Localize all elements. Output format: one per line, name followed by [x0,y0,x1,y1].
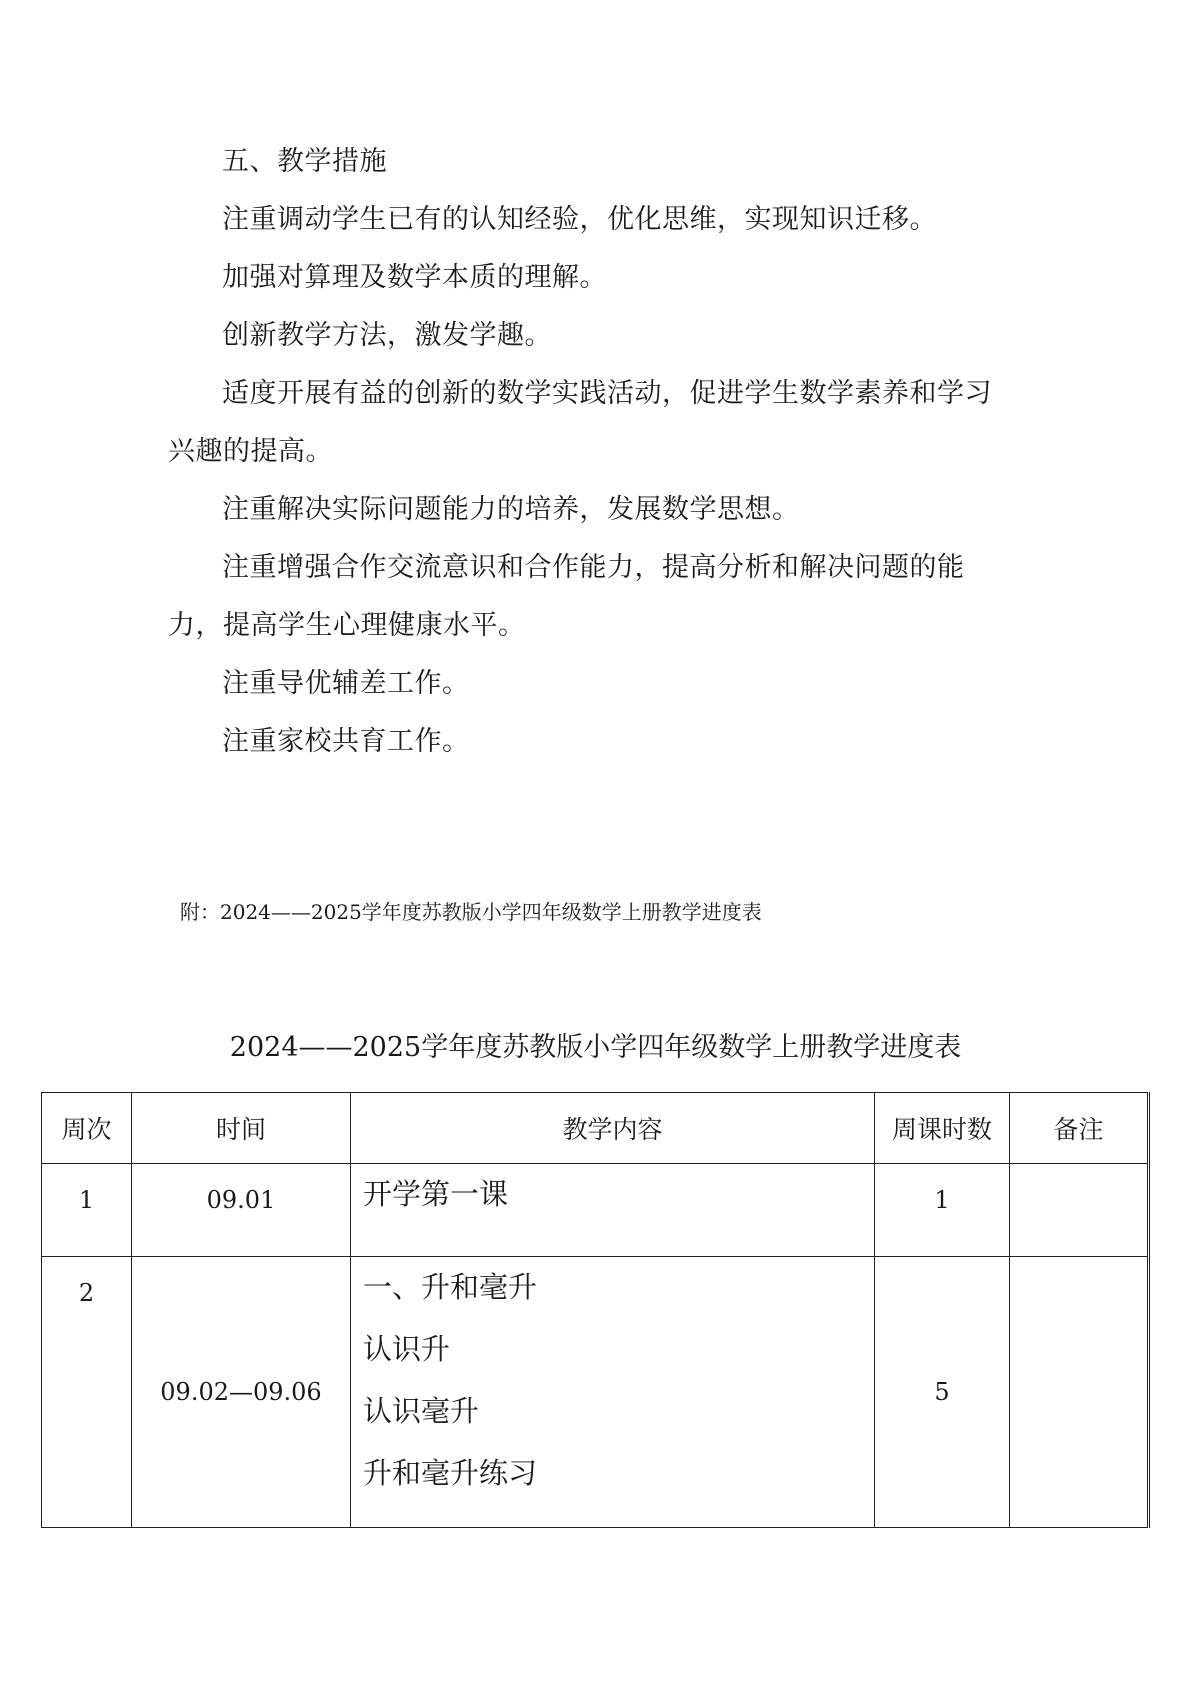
measure-8: 注重家校共育工作。 [222,726,470,757]
header-hours: 周课时数 [875,1093,1010,1164]
header-content: 教学内容 [351,1093,875,1164]
header-remark: 备注 [1010,1093,1149,1164]
measure-2: 加强对算理及数学本质的理解。 [222,262,607,293]
content-line: 认识升 [363,1332,451,1366]
measure-6: 注重增强合作交流意识和合作能力，提高分析和解决问题的能 [222,552,965,583]
measure-1: 注重调动学生已有的认知经验，优化思维，实现知识迁移。 [222,204,937,235]
measure-6-continued: 力，提高学生心理健康水平。 [168,610,526,641]
cell-remark [1010,1257,1149,1528]
measure-4-continued: 兴趣的提高。 [168,436,333,467]
content-line: 开学第一课 [363,1177,509,1211]
content-line: 一、升和毫升 [363,1270,538,1304]
cell-hours: 1 [875,1164,1010,1257]
appendix-note: 附：2024——2025学年度苏教版小学四年级数学上册教学进度表 [180,900,762,924]
cell-remark [1010,1164,1149,1257]
content-line: 升和毫升练习 [363,1456,538,1490]
measure-4: 适度开展有益的创新的数学实践活动，促进学生数学素养和学习 [222,378,992,409]
cell-content [351,1164,875,1257]
table-title: 2024——2025学年度苏教版小学四年级数学上册教学进度表 [229,1032,962,1063]
schedule-table [41,1092,1150,1528]
cell-week: 1 [42,1164,132,1257]
cell-time: 09.02—09.06 [132,1257,351,1528]
measure-3: 创新教学方法，激发学趣。 [222,320,552,351]
table-row [42,1257,1149,1528]
header-week: 周次 [42,1093,132,1164]
table-header-row [42,1093,1149,1164]
section-heading: 五、教学措施 [222,146,387,177]
cell-time: 09.01 [132,1164,351,1257]
header-time: 时间 [132,1093,351,1164]
table-row [42,1164,1149,1257]
cell-week: 2 [42,1257,132,1528]
cell-hours: 5 [875,1257,1010,1528]
cell-content [351,1257,875,1528]
content-line: 认识毫升 [363,1394,480,1428]
measure-7: 注重导优辅差工作。 [222,668,470,699]
measure-5: 注重解决实际问题能力的培养，发展数学思想。 [222,494,800,525]
